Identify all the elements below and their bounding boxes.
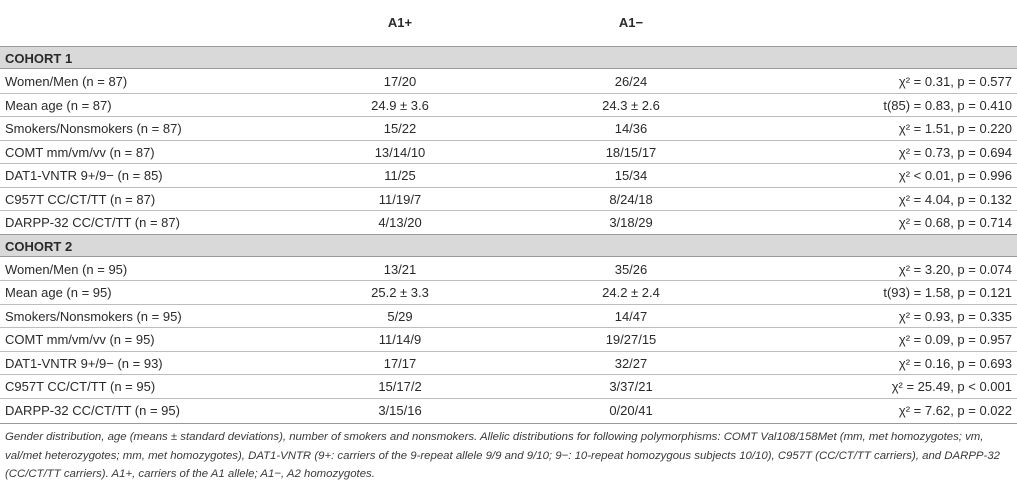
a1-plus-value: 11/19/7	[378, 191, 422, 207]
row-label: C957T CC/CT/TT (n = 95)	[5, 379, 156, 394]
a1-minus-value: 35/26	[614, 261, 648, 277]
statistic: χ² = 0.73, p = 0.694	[898, 144, 1012, 160]
header-a1-minus: A1−	[618, 15, 644, 30]
table-row	[0, 374, 1017, 398]
row-label: COMT mm/vm/vv (n = 95)	[5, 332, 155, 347]
table-row	[0, 351, 1017, 375]
a1-minus-value: 26/24	[614, 74, 648, 89]
table-row	[0, 163, 1017, 187]
a1-minus-value: 3/18/29	[609, 215, 653, 230]
statistic: χ² = 25.49, p < 0.001	[891, 379, 1012, 394]
row-label: Mean age (n = 95)	[5, 285, 112, 300]
a1-minus-value: 32/27	[614, 355, 648, 371]
a1-minus-value: 24.3 ± 2.6	[602, 97, 660, 113]
statistic: χ² = 0.93, p = 0.335	[898, 308, 1012, 324]
table-row	[0, 398, 1017, 422]
a1-plus-value: 13/14/10	[374, 144, 426, 160]
a1-plus-value: 25.2 ± 3.3	[371, 285, 429, 300]
statistic: t(85) = 0.83, p = 0.410	[883, 97, 1012, 113]
row-label: DARPP-32 CC/CT/TT (n = 95)	[5, 402, 180, 418]
statistic: χ² = 0.31, p = 0.577	[898, 74, 1012, 89]
cohort-header: COHORT 2	[0, 234, 1017, 257]
a1-plus-value: 15/17/2	[378, 379, 422, 394]
a1-plus-value: 11/25	[384, 168, 416, 183]
a1-plus-value: 3/15/16	[378, 402, 422, 418]
statistic: χ² = 0.16, p = 0.693	[898, 355, 1012, 371]
statistic: χ² = 4.04, p = 0.132	[898, 191, 1012, 207]
table-row	[0, 327, 1017, 351]
statistic: χ² = 1.51, p = 0.220	[898, 121, 1012, 136]
a1-minus-value: 14/47	[614, 308, 648, 324]
statistic: t(93) = 1.58, p = 0.121	[883, 285, 1012, 300]
a1-plus-value: 11/14/9	[378, 332, 422, 347]
header-a1-plus: A1+	[387, 15, 413, 30]
a1-minus-value: 19/27/15	[605, 332, 657, 347]
row-label: DAT1-VNTR 9+/9− (n = 85)	[5, 168, 163, 183]
a1-minus-value: 8/24/18	[609, 191, 653, 207]
row-label: DAT1-VNTR 9+/9− (n = 93)	[5, 355, 163, 371]
a1-plus-value: 5/29	[387, 308, 413, 324]
a1-plus-value: 24.9 ± 3.6	[371, 97, 429, 113]
table-row	[0, 280, 1017, 304]
table-footnote: Gender distribution, age (means ± standard deviations), number of smokers and nonsmokers. Allelic distributions for following polymorphisms: COMT Val108/158Met (mm, met homozygotes; vm, val/met heterozygotes; mm, met homozygotes), DAT1-VNTR (9+: carriers of the 9-repeat allele 9/9 and 9/10; 9−: 10-repeat homozygous subjects 10/10), C957T (CC/CT/TT carriers), and DARPP-32 (CC/CT/TT carriers). A1+, carriers of the A1 allele; A1−, A2 homozygotes.	[0, 423, 1017, 484]
statistic: χ² = 0.68, p = 0.714	[898, 215, 1012, 230]
statistic: χ² < 0.01, p = 0.996	[898, 168, 1012, 183]
a1-minus-value: 3/37/21	[609, 379, 653, 394]
table-row	[0, 187, 1017, 211]
row-label: Women/Men (n = 95)	[5, 261, 128, 277]
row-label: Women/Men (n = 87)	[5, 74, 128, 89]
a1-plus-value: 13/21	[383, 261, 417, 277]
statistic: χ² = 3.20, p = 0.074	[898, 261, 1012, 277]
a1-minus-value: 0/20/41	[609, 402, 653, 418]
a1-minus-value: 14/36	[614, 121, 648, 136]
a1-plus-value: 15/22	[383, 121, 417, 136]
table-header	[0, 0, 1017, 46]
row-label: Smokers/Nonsmokers (n = 87)	[5, 121, 182, 136]
a1-plus-value: 4/13/20	[378, 215, 422, 230]
table-row	[0, 304, 1017, 328]
a1-minus-value: 24.2 ± 2.4	[602, 285, 660, 300]
table-row	[0, 257, 1017, 281]
table-row	[0, 116, 1017, 140]
statistic: χ² = 0.09, p = 0.957	[898, 332, 1012, 347]
row-label: Smokers/Nonsmokers (n = 95)	[5, 308, 182, 324]
table-row	[0, 93, 1017, 117]
table-row	[0, 140, 1017, 164]
a1-minus-value: 15/34	[614, 168, 648, 183]
row-label: COMT mm/vm/vv (n = 87)	[5, 144, 155, 160]
a1-minus-value: 18/15/17	[605, 144, 657, 160]
row-label: DARPP-32 CC/CT/TT (n = 87)	[5, 215, 180, 230]
row-label: Mean age (n = 87)	[5, 97, 112, 113]
a1-plus-value: 17/20	[383, 74, 417, 89]
statistic: χ² = 7.62, p = 0.022	[898, 402, 1012, 418]
a1-plus-value: 17/17	[383, 355, 417, 371]
row-label: C957T CC/CT/TT (n = 87)	[5, 191, 156, 207]
table-body	[0, 46, 1017, 421]
table-row	[0, 210, 1017, 234]
table-row	[0, 69, 1017, 93]
cohort-header: COHORT 1	[0, 46, 1017, 69]
